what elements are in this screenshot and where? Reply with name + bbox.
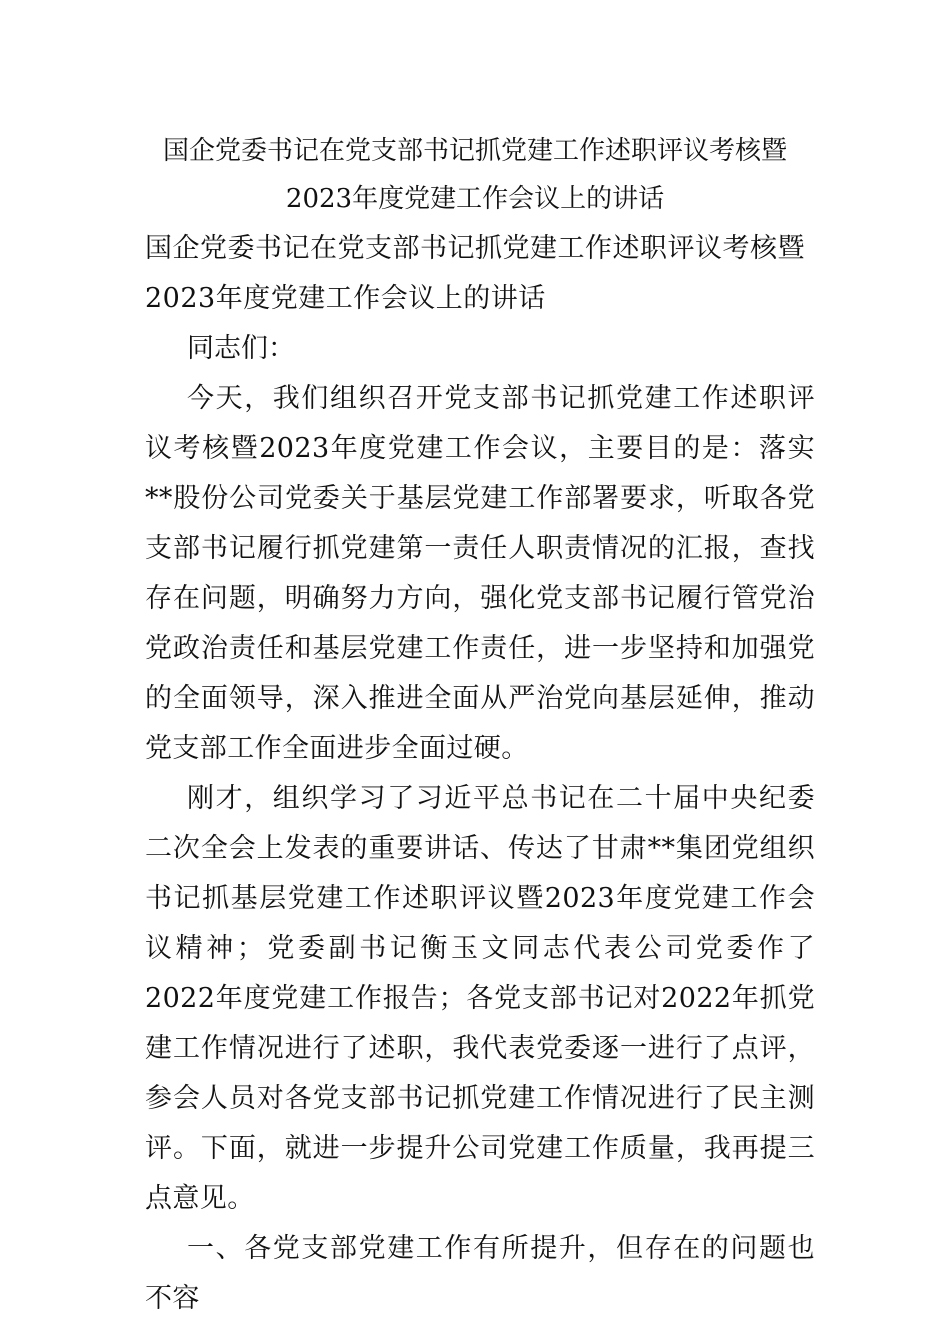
paragraph-3: 一、各党支部党建工作有所提升，但存在的问题也不容: [145, 1233, 815, 1314]
document-subtitle: 国企党委书记在党支部书记抓党建工作述职评议考核暨2023年度党建工作会议上的讲话: [145, 233, 805, 314]
salutation: 同志们：: [187, 333, 295, 364]
document-title-line-1: 国企党委书记在党支部书记抓党建工作述职评议考核暨: [162, 136, 787, 166]
document-title-line-2: 2023年度党建工作会议上的讲话: [285, 184, 665, 214]
paragraph-1: 今天，我们组织召开党支部书记抓党建工作述职评议考核暨2023年度党建工作会议，主要目的是：落实**股份公司党委关于基层党建工作部署要求，听取各党支部书记履行抓党建第一责任人职责情况的汇报，查找存在问题，明确努力方向，强化党支部书记履行管党治党政治责任和基层党建工作责任，进一步坚持和加强党的全面领导，深入推进全面从严治党向基层延伸，推动党支部工作全面进步全面过硬。: [145, 383, 815, 764]
document-body: [145, 224, 815, 1324]
paragraph-2: 刚才，组织学习了习近平总书记在二十届中央纪委二次全会上发表的重要讲话、传达了甘肃**集团党组织书记抓基层党建工作述职评议暨2023年度党建工作会议精神；党委副书记衡玉文同志代表公司党委作了2022年度党建工作报告；各党支部书记对2022年抓党建工作情况进行了述职，我代表党委逐一进行了点评，参会人员对各党支部书记抓党建工作情况进行了民主测评。下面，就进一步提升公司党建工作质量，我再提三点意见。: [145, 783, 815, 1214]
